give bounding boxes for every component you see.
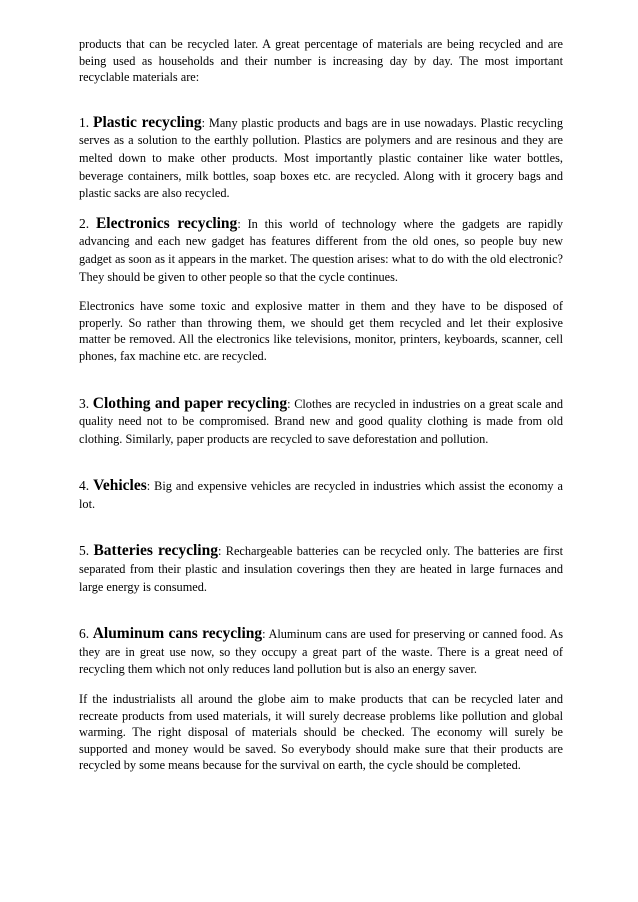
section-electronics-recycling (79, 215, 563, 286)
section-heading: Vehicles (93, 477, 147, 495)
section-body: Big and expensive vehicles are recycled in industries which assist the economy a lot. (79, 479, 563, 511)
section-vehicles (79, 477, 563, 513)
heading-colon: : (287, 396, 291, 411)
heading-colon: : (262, 627, 266, 642)
heading-colon: : (146, 479, 151, 494)
conclusion-paragraph: If the industrialists all around the globe aim to make products that can be recycled later and recreate products from used materials, it will surely decrease problems like pollution and global warming. The right disposal of materials should be checked. The economy will surely be supported and money would be saved. So everybody should make sure that their products are recycled by some means because for the survival on earth, the cycle should be completed. (79, 692, 563, 773)
section-heading: Electronics recycling (95, 214, 238, 232)
document-page (79, 36, 563, 786)
heading-colon: : (201, 115, 206, 130)
intro-paragraph: products that can be recycled later. A great percentage of materials are being recycled and are being used as households and their number is increasing day by day. The most important recyclable materials are: (79, 37, 563, 85)
section-number: 6. (79, 626, 90, 642)
section-body: Many plastic products and bags are in use nowadays. Plastic recycling serves as a solution to the earthly pollution. Plastics are polymers and are resinous and they are melted down to make other products. Most importantly plastic container like water bottles, beverage containers, milk bottles, soap boxes etc. are recycled. Along with it grocery bags and plastic sacks are also recycled. (79, 115, 563, 201)
section-number: 2. (79, 215, 90, 231)
section-number: 1. (79, 114, 90, 130)
electronics-second-paragraph: Electronics have some toxic and explosive matter in them and they have to be disposed of properly. So rather than throwing them, we should get them recycled and let their explosive matter be removed. All the electronics like televisions, monitor, printers, keyboards, scanner, cell phones, fax machine etc. are recycled. (79, 299, 563, 363)
section-heading: Aluminum cans recycling (92, 625, 263, 643)
section-body: Clothes are recycled in industries on a great scale and quality need not to be compromised. Brand new and good quality clothing is made from old clothing. Similarly, paper products are recycled to save deforestation and pollution. (79, 396, 563, 446)
heading-colon: : (217, 544, 222, 559)
section-clothing-paper-recycling (79, 395, 563, 449)
heading-colon: : (237, 216, 241, 231)
section-batteries-recycling (79, 542, 563, 596)
section-aluminum-cans-recycling (79, 625, 563, 679)
section-number: 5. (79, 543, 90, 559)
section-heading: Clothing and paper recycling (92, 394, 288, 412)
section-heading: Plastic recycling (93, 113, 202, 131)
section-number: 3. (79, 395, 90, 411)
section-body: Rechargeable batteries can be recycled only. The batteries are first separated from their plastic and insulation coverings then they are heated in large furnaces and large energy is consumed. (79, 544, 563, 594)
section-number: 4. (79, 478, 90, 494)
section-body: In this world of technology where the gadgets are rapidly advancing and each new gadget has features different from the old ones, so people buy new gadget as soon as it appears in the market. The question arises: what to do with the old electronic? They should be given to other people so that the cycle continues. (79, 216, 564, 284)
section-plastic-recycling (79, 114, 563, 203)
section-heading: Batteries recycling (93, 542, 218, 560)
section-body: Aluminum cans are used for preserving or canned food. As they are in great use now, so they occupy a great part of the waste. There is a great need of recycling them which not only reduces land pollution but is also an energy saver. (79, 627, 563, 677)
